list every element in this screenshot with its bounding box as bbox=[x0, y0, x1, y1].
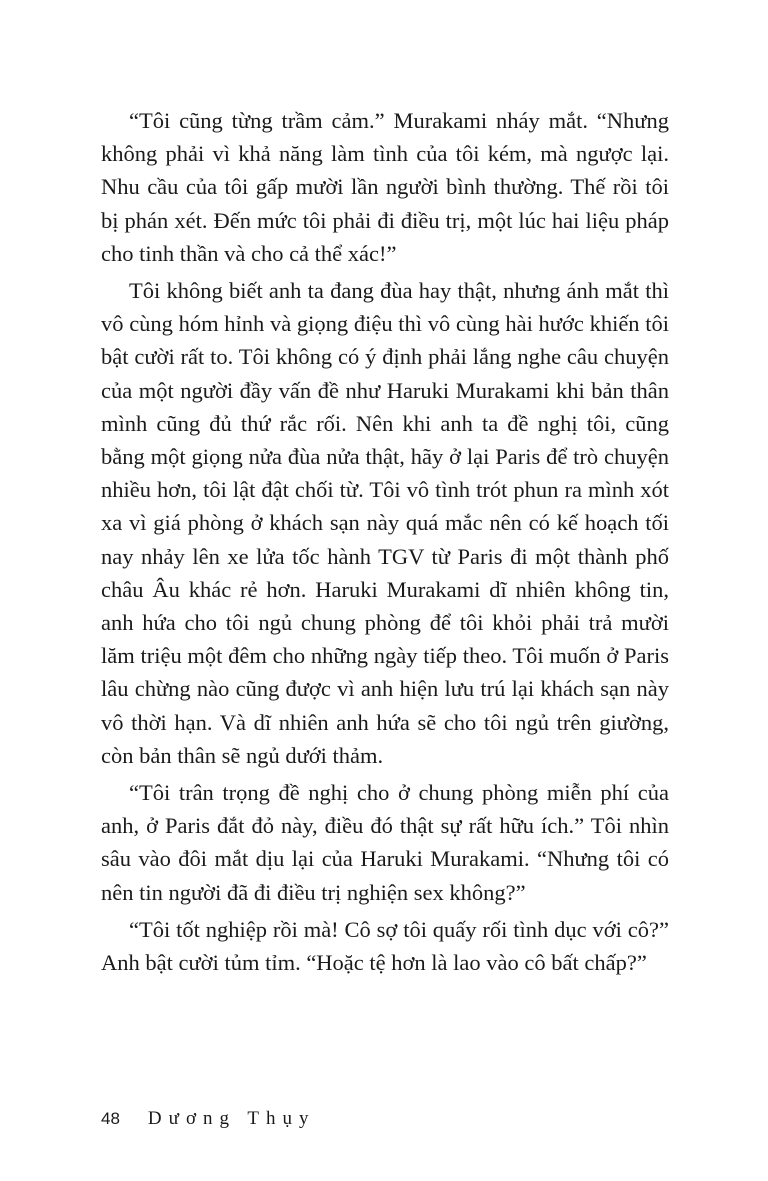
body-text bbox=[101, 104, 669, 983]
author-name: Dương Thụy bbox=[147, 1108, 316, 1129]
paragraph-2: Tôi không biết anh ta đang đùa hay thật, nhưng ánh mắt thì vô cùng hóm hỉnh và giọng điệu thì vô cùng hài hước khiến tôi bật cười rất to. Tôi không có ý định phải lắng nghe câu chuyện của một người đầy vấn đề như Haruki Murakami khi bản thân mình cũng đủ thứ rắc rối. Nên khi anh ta đề nghị tôi, cũng bằng một giọng nửa đùa nửa thật, hãy ở lại Paris để trò chuyện nhiều hơn, tôi lật đật chối từ. Tôi vô tình trót phun ra mình xót xa vì giá phòng ở khách sạn này quá mắc nên có kế hoạch tối nay nhảy lên xe lửa tốc hành TGV từ Paris đi một thành phố châu Âu khác rẻ hơn. Haruki Murakami dĩ nhiên không tin, anh hứa cho tôi ngủ chung phòng để tôi khỏi phải trả mười lăm triệu một đêm cho những ngày tiếp theo. Tôi muốn ở Paris lâu chừng nào cũng được vì anh hiện lưu trú lại khách sạn này vô thời hạn. Và dĩ nhiên anh hứa sẽ cho tôi ngủ trên giường, còn bản thân sẽ ngủ dưới thảm. bbox=[101, 278, 669, 768]
page-footer bbox=[101, 1108, 316, 1136]
page-number: 48 bbox=[101, 1109, 120, 1128]
paragraph-1: “Tôi cũng từng trầm cảm.” Murakami nháy mắt. “Nhưng không phải vì khả năng làm tình của tôi kém, mà ngược lại. Nhu cầu của tôi gấp mười lần người bình thường. Thế rồi tôi bị phán xét. Đến mức tôi phải đi điều trị, một lúc hai liệu pháp cho tinh thần và cho cả thể xác!” bbox=[101, 108, 669, 266]
paragraph-4: “Tôi tốt nghiệp rồi mà! Cô sợ tôi quấy rối tình dục với cô?” Anh bật cười tủm tỉm. “Hoặc tệ hơn là lao vào cô bất chấp?” bbox=[101, 916, 669, 976]
paragraph-3: “Tôi trân trọng đề nghị cho ở chung phòng miễn phí của anh, ở Paris đắt đỏ này, điều đó thật sự rất hữu ích.” Tôi nhìn sâu vào đôi mắt dịu lại của Haruki Murakami. “Nhưng tôi có nên tin người đã đi điều trị nghiện sex không?” bbox=[101, 780, 669, 905]
